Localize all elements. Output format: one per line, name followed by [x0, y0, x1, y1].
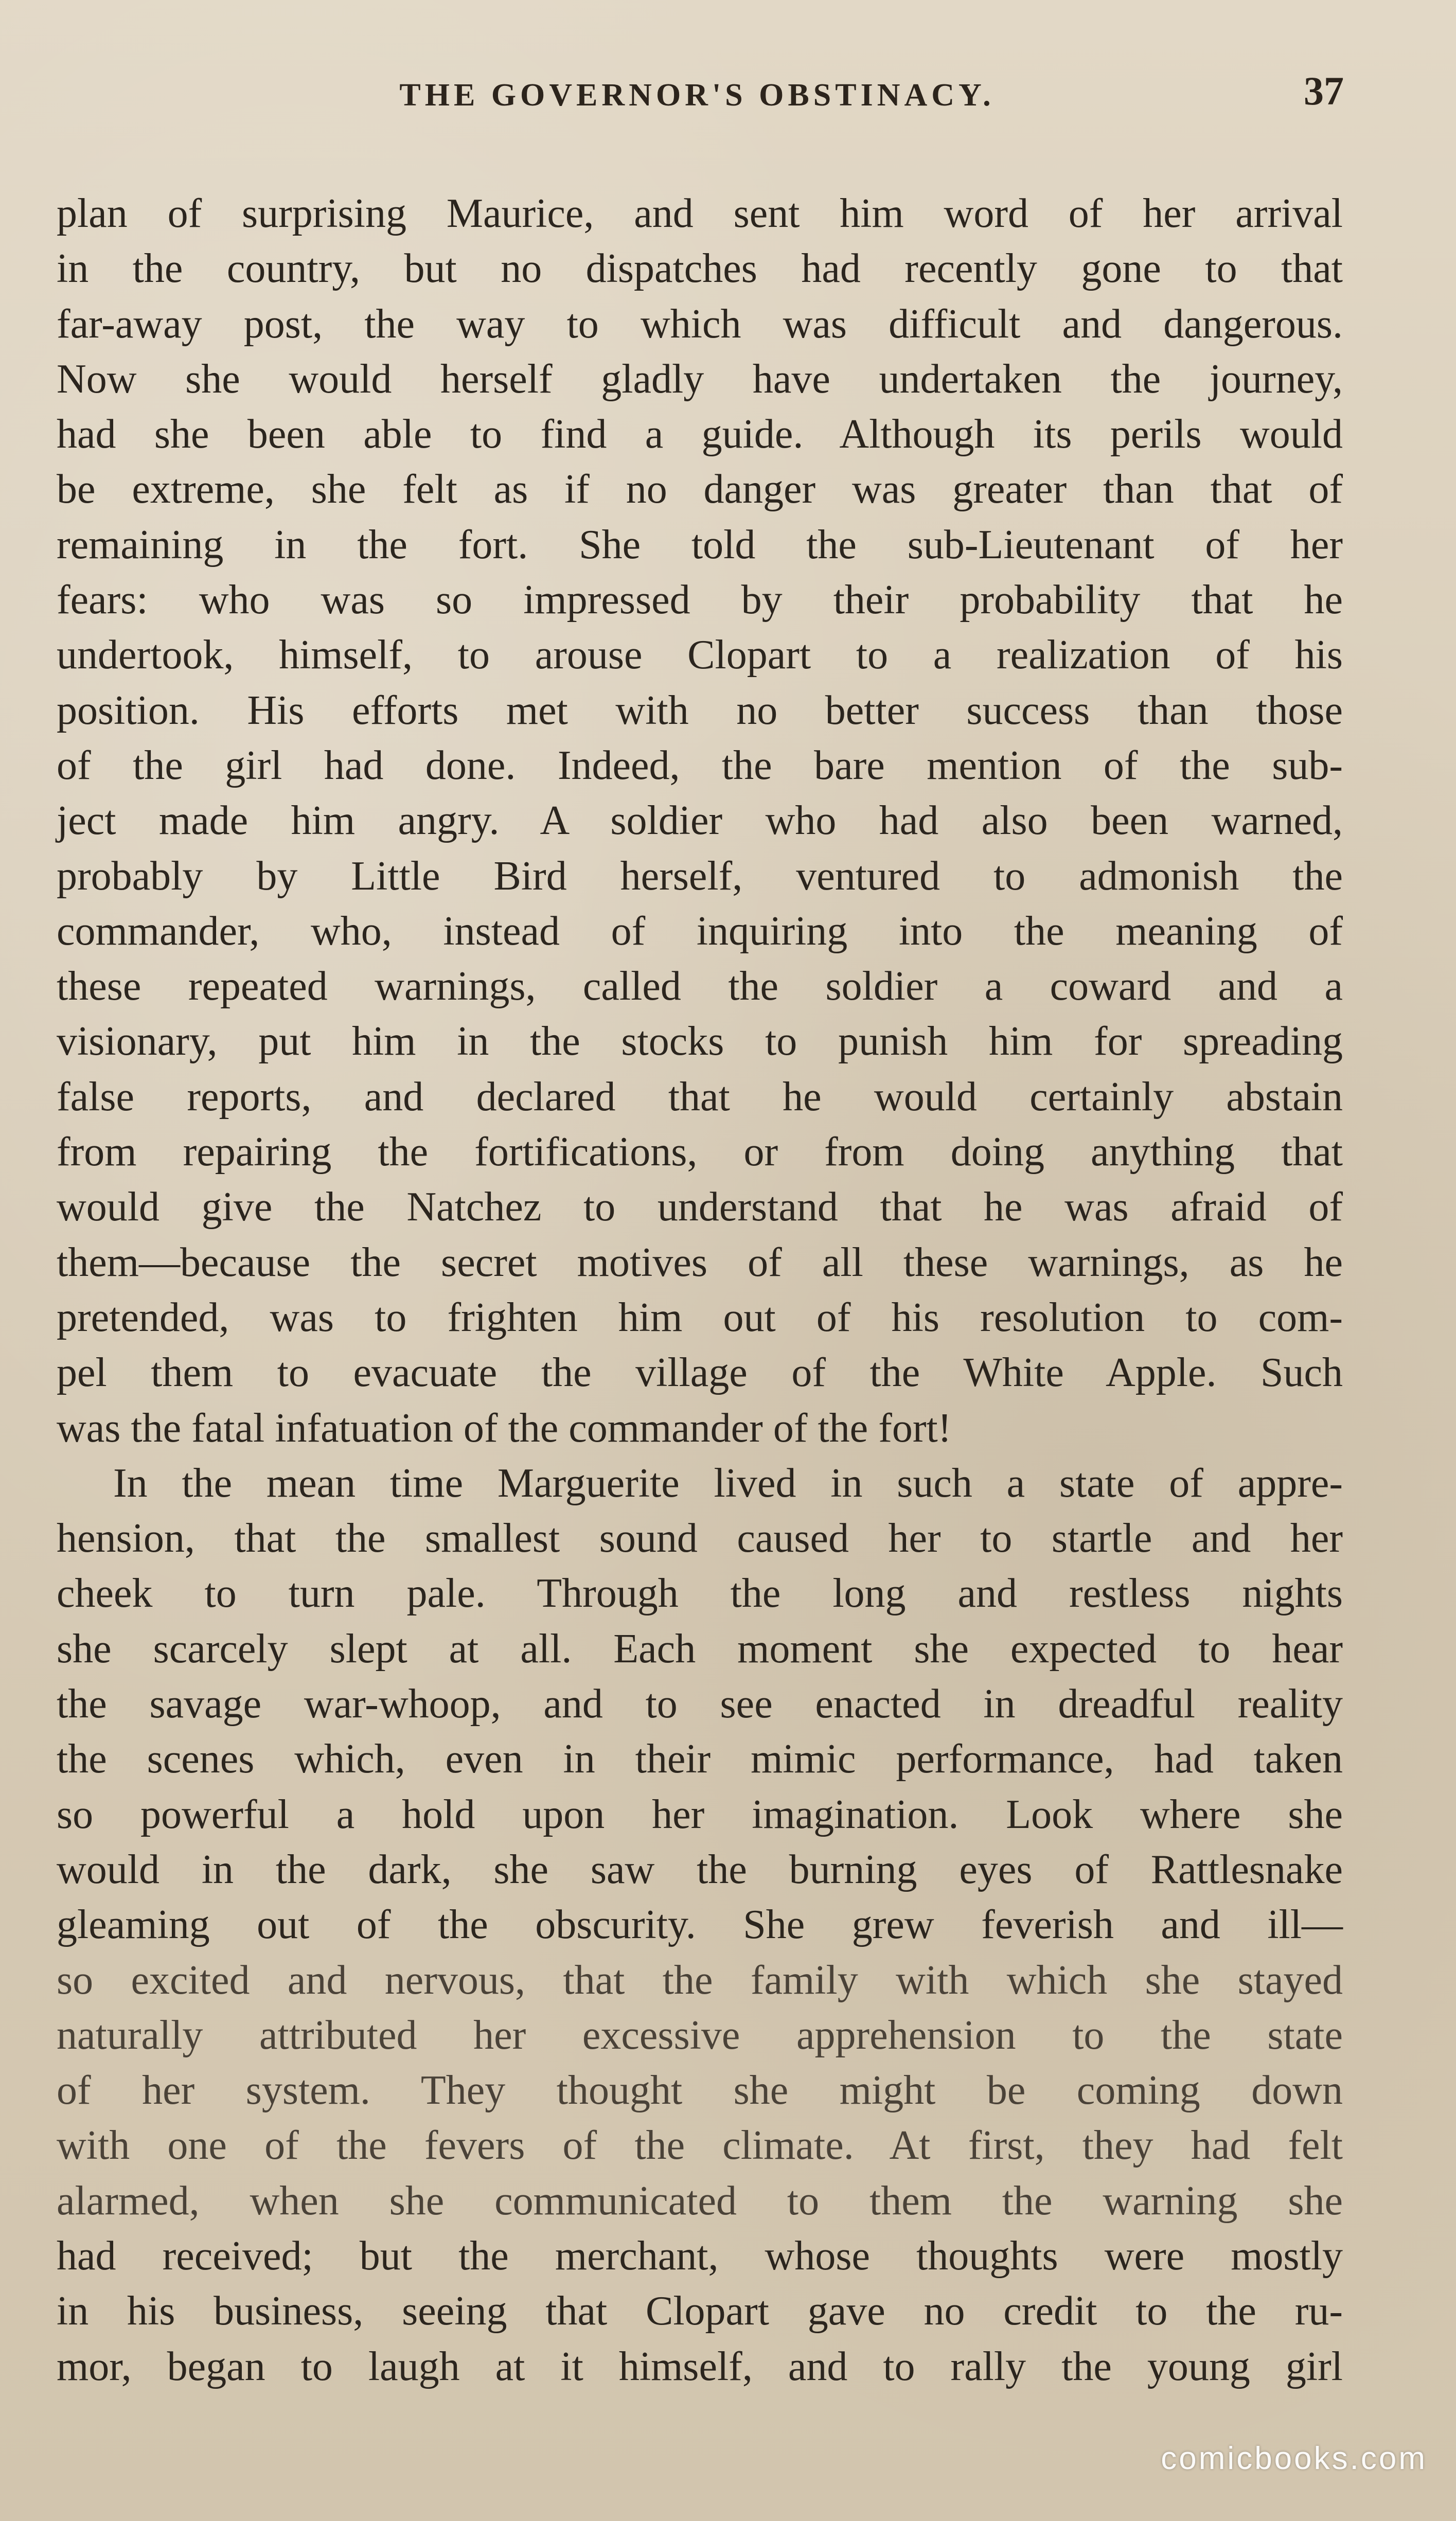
- text-line: the savage war-whoop, and to see enacted in dreadful reality: [57, 1681, 1343, 1727]
- text-line: with one of the fevers of the climate. At first, they had felt: [57, 2123, 1343, 2169]
- text-line: these repeated warnings, called the soldier a coward and a: [57, 964, 1343, 1009]
- text-line: pel them to evacuate the village of the White Apple. Such: [57, 1350, 1343, 1396]
- text-line: had received; but the merchant, whose thoughts were mostly: [57, 2233, 1343, 2279]
- text-line: false reports, and declared that he would certainly abstain: [57, 1074, 1343, 1120]
- text-line: fears: who was so impressed by their probability that he: [57, 577, 1343, 623]
- text-line: cheek to turn pale. Through the long and restless nights: [57, 1571, 1343, 1617]
- text-line: them—because the secret motives of all these warnings, as he: [57, 1239, 1343, 1285]
- text-line: of her system. They thought she might be coming down: [57, 2068, 1343, 2114]
- text-line: of the girl had done. Indeed, the bare mention of the sub-: [57, 742, 1343, 788]
- text-line: far-away post, the way to which was difficult and dangerous.: [57, 301, 1343, 347]
- text-line: would give the Natchez to understand that he was afraid of: [57, 1184, 1343, 1230]
- text-line: ject made him angry. A soldier who had also been warned,: [57, 798, 1343, 844]
- watermark: comicbooks.com: [1161, 2441, 1427, 2476]
- text-line: would in the dark, she saw the burning eyes of Rattlesnake: [57, 1847, 1343, 1892]
- page-number: 37: [1304, 68, 1344, 113]
- text-line: hension, that the smallest sound caused her to startle and her: [57, 1516, 1343, 1561]
- text-line: naturally attributed her excessive apprehension to the state: [57, 2012, 1343, 2058]
- running-title: THE GOVERNOR'S OBSTINACY.: [399, 78, 995, 113]
- text-line: pretended, was to frighten him out of his resolution to com-: [57, 1294, 1343, 1340]
- text-line: mor, began to laugh at it himself, and to rally the young girl: [57, 2344, 1343, 2389]
- text-line: plan of surprising Maurice, and sent him word of her arrival: [57, 191, 1343, 236]
- text-line: visionary, put him in the stocks to punish him for spreading: [57, 1019, 1343, 1064]
- text-line: so powerful a hold upon her imagination. Look where she: [57, 1791, 1343, 1837]
- text-line: the scenes which, even in their mimic performance, had taken: [57, 1736, 1343, 1782]
- text-line: Now she would herself gladly have undertaken the journey,: [57, 356, 1343, 402]
- text-line: had she been able to find a guide. Although its perils would: [57, 412, 1343, 457]
- text-line: undertook, himself, to arouse Clopart to a realization of his: [57, 632, 1343, 678]
- text-line: probably by Little Bird herself, ventured to admonish the: [57, 853, 1343, 899]
- text-line: remaining in the fort. She told the sub-Lieutenant of her: [57, 522, 1343, 567]
- body-text: [57, 186, 1343, 2394]
- paragraph-start-line: In the mean time Marguerite lived in such a state of appre-: [113, 1460, 1343, 1506]
- text-line: in the country, but no dispatches had recently gone to that: [57, 246, 1343, 292]
- text-line: be extreme, she felt as if no danger was greater than that of: [57, 467, 1343, 512]
- text-line: in his business, seeing that Clopart gave no credit to the ru-: [57, 2288, 1343, 2334]
- text-line: gleaming out of the obscurity. She grew feverish and ill—: [57, 1902, 1343, 1948]
- text-line: alarmed, when she communicated to them the warning she: [57, 2178, 1343, 2224]
- text-line: commander, who, instead of inquiring into the meaning of: [57, 908, 1343, 954]
- text-line: she scarcely slept at all. Each moment she expected to hear: [57, 1626, 1343, 1672]
- text-line: so excited and nervous, that the family with which she stayed: [57, 1957, 1343, 2003]
- text-line: position. His efforts met with no better success than those: [57, 687, 1343, 733]
- text-line: from repairing the fortifications, or from doing anything that: [57, 1129, 1343, 1175]
- text-line: was the fatal infatuation of the commander of the fort!: [57, 1405, 952, 1451]
